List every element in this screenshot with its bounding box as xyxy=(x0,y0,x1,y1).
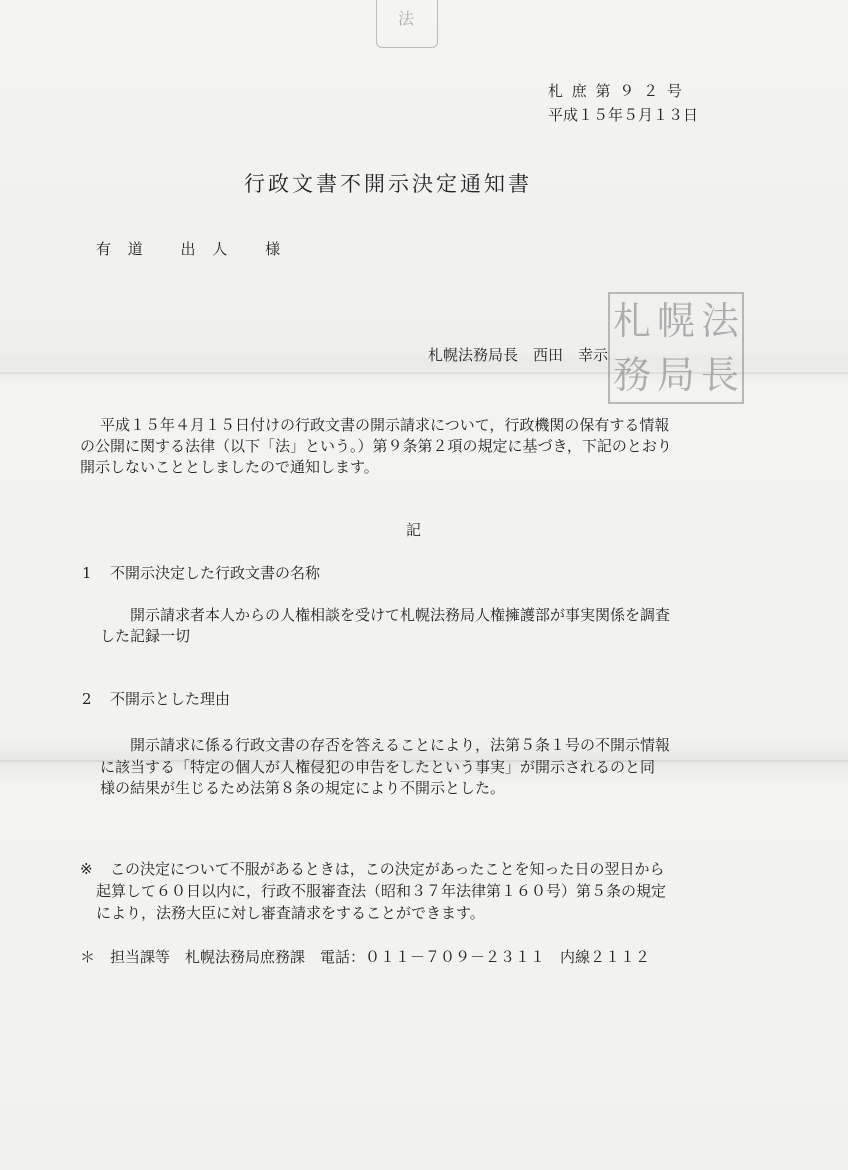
note-text: この決定について不服があるときは，この決定があったことを知った日の翌日から xyxy=(110,860,665,878)
body-line: 開示しないこととしましたので通知します。 xyxy=(80,458,379,476)
section-text: 様の結果が生じるため法第８条の規定により不開示とした。 xyxy=(100,779,506,797)
section-heading: 不開示決定した行政文書の名称 xyxy=(110,564,321,582)
ki-heading: 記 xyxy=(406,521,422,539)
contact-info: 担当課等 札幌法務局庶務課 電話：０１１－７０９－２３１１ 内線２１１２ xyxy=(110,948,651,966)
official-seal: 札 幌 法 務 局 長 xyxy=(608,292,744,404)
page-title: 行政文書不開示決定通知書 xyxy=(244,172,532,196)
note-text: 起算して６０日以内に，行政不服審査法（昭和３７年法律第１６０号）第５条の規定 xyxy=(96,882,667,900)
sender: 札幌法務局長 西田 幸示 xyxy=(428,346,609,364)
section-number: 2 xyxy=(82,690,92,708)
received-stamp: 法 xyxy=(376,0,438,48)
body-line: の公開に関する法律（以下「法」という。）第９条第２項の規定に基づき，下記のとおり xyxy=(80,437,672,455)
section-text: 開示請求者本人からの人権相談を受けて札幌法務局人権擁護部が事実関係を調査 xyxy=(130,606,671,624)
recipient: 有 道 出 人 様 xyxy=(96,240,287,258)
note-text: により，法務大臣に対し審査請求をすることができます。 xyxy=(96,904,485,922)
section-text: した記録一切 xyxy=(100,627,191,645)
document-number: 札 庶 第 ９ ２ 号 xyxy=(548,82,684,100)
section-text: 開示請求に係る行政文書の存否を答えることにより，法第５条１号の不開示情報 xyxy=(130,736,671,754)
note-mark: ※ xyxy=(80,860,93,878)
section-text: に該当する「特定の個人が人権侵犯の申告をしたという事実」が開示されるのと同 xyxy=(100,758,656,776)
section-number: 1 xyxy=(82,564,92,582)
document-date: 平成１５年５月１３日 xyxy=(548,106,699,124)
body-line: 平成１５年４月１５日付けの行政文書の開示請求について，行政機関の保有する情報 xyxy=(100,416,670,434)
section-heading: 不開示とした理由 xyxy=(110,690,231,708)
contact-mark: ＊ xyxy=(80,948,96,966)
